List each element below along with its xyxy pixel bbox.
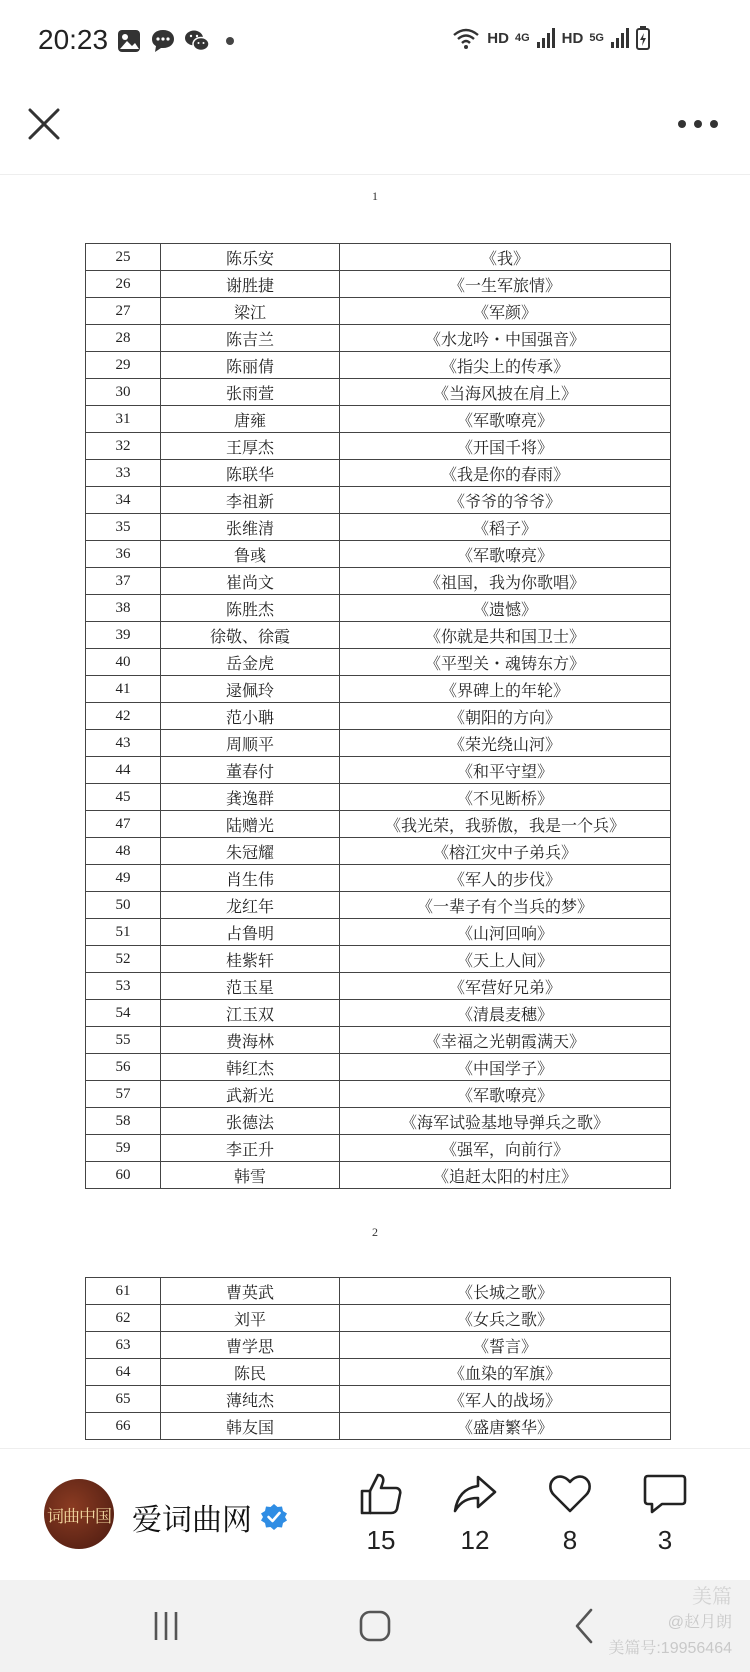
author-name-cell: 逯佩玲 <box>161 676 340 703</box>
work-title-cell: 《强军，向前行》 <box>340 1135 671 1162</box>
author-name-cell: 曹英武 <box>161 1278 340 1305</box>
row-number: 45 <box>86 784 161 811</box>
table-row <box>86 730 671 757</box>
row-number: 25 <box>86 244 161 271</box>
row-number: 48 <box>86 838 161 865</box>
row-number: 36 <box>86 541 161 568</box>
work-title-cell: 《军人的步伐》 <box>340 865 671 892</box>
author-name-cell: 岳金虎 <box>161 649 340 676</box>
author-name-cell: 范玉星 <box>161 973 340 1000</box>
network-4g-label: 4G <box>514 32 530 44</box>
row-number: 34 <box>86 487 161 514</box>
work-title-cell: 《和平守望》 <box>340 757 671 784</box>
table-row <box>86 1027 671 1054</box>
work-title-cell: 《幸福之光朝霞满天》 <box>340 1027 671 1054</box>
row-number: 38 <box>86 595 161 622</box>
work-title-cell: 《军歌嘹亮》 <box>340 541 671 568</box>
work-title-cell: 《天上人间》 <box>340 946 671 973</box>
comment-icon <box>642 1471 688 1517</box>
row-number: 42 <box>86 703 161 730</box>
author-name-cell: 周顺平 <box>161 730 340 757</box>
row-number: 28 <box>86 325 161 352</box>
table-row <box>86 487 671 514</box>
author-name-cell: 陈民 <box>161 1359 340 1386</box>
work-title-cell: 《榕江灾中子弟兵》 <box>340 838 671 865</box>
table-row <box>86 406 671 433</box>
author-name-cell: 张雨萱 <box>161 379 340 406</box>
message-icon <box>150 28 176 54</box>
work-title-cell: 《山河回响》 <box>340 919 671 946</box>
comment-button[interactable] <box>630 1471 700 1556</box>
watermark-user: @赵月朗 <box>667 1614 732 1631</box>
author-name-cell: 徐敬、徐霞 <box>161 622 340 649</box>
row-number: 59 <box>86 1135 161 1162</box>
table-row <box>86 379 671 406</box>
author-name-cell: 唐雍 <box>161 406 340 433</box>
work-title-cell: 《军歌嘹亮》 <box>340 406 671 433</box>
author-name-cell: 陈乐安 <box>161 244 340 271</box>
author-name-cell: 陈联华 <box>161 460 340 487</box>
author-name-cell: 韩红杰 <box>161 1054 340 1081</box>
row-number: 41 <box>86 676 161 703</box>
watermark-brand: 美篇 <box>692 1586 732 1608</box>
author-name-cell: 谢胜捷 <box>161 271 340 298</box>
author-name-cell: 王厚杰 <box>161 433 340 460</box>
author-name-cell: 范小聃 <box>161 703 340 730</box>
wifi-icon <box>451 26 481 50</box>
table-row <box>86 1054 671 1081</box>
work-title-cell: 《海军试验基地导弹兵之歌》 <box>340 1108 671 1135</box>
share-count: 12 <box>460 1525 490 1555</box>
table-row <box>86 1413 671 1440</box>
work-title-cell: 《我光荣，我骄傲，我是一个兵》 <box>340 811 671 838</box>
notification-icons <box>116 28 234 54</box>
table-row <box>86 325 671 352</box>
work-title-cell: 《誓言》 <box>340 1332 671 1359</box>
share-icon <box>452 1471 498 1517</box>
table-row <box>86 703 671 730</box>
author-name-cell: 刘平 <box>161 1305 340 1332</box>
share-button[interactable] <box>440 1471 510 1556</box>
row-number: 60 <box>86 1162 161 1189</box>
work-title-cell: 《遗憾》 <box>340 595 671 622</box>
page-number-2: 2 <box>372 1225 378 1239</box>
like-count: 15 <box>366 1525 396 1555</box>
back-icon[interactable] <box>555 1604 615 1648</box>
row-number: 62 <box>86 1305 161 1332</box>
row-number: 58 <box>86 1108 161 1135</box>
author-name-cell: 李祖新 <box>161 487 340 514</box>
recent-apps-icon[interactable] <box>136 1604 196 1648</box>
battery-icon <box>636 26 650 50</box>
table-row <box>86 649 671 676</box>
table-row <box>86 460 671 487</box>
row-number: 40 <box>86 649 161 676</box>
home-icon[interactable] <box>345 1604 405 1648</box>
author-name-cell: 梁江 <box>161 298 340 325</box>
row-number: 51 <box>86 919 161 946</box>
row-number: 29 <box>86 352 161 379</box>
table-row <box>86 676 671 703</box>
table-row <box>86 1108 671 1135</box>
gallery-icon <box>116 28 142 54</box>
author-name-cell: 武新光 <box>161 1081 340 1108</box>
author-name-cell: 李正升 <box>161 1135 340 1162</box>
table-row <box>86 1359 671 1386</box>
author-name-cell: 肖生伟 <box>161 865 340 892</box>
row-number: 57 <box>86 1081 161 1108</box>
heart-icon <box>547 1471 593 1517</box>
work-title-cell: 《水龙吟・中国强音》 <box>340 325 671 352</box>
row-number: 26 <box>86 271 161 298</box>
author-name-cell: 董春付 <box>161 757 340 784</box>
table-row <box>86 352 671 379</box>
signal-icon-2 <box>610 27 630 49</box>
row-number: 32 <box>86 433 161 460</box>
work-title-cell: 《荣光绕山河》 <box>340 730 671 757</box>
work-title-cell: 《追赶太阳的村庄》 <box>340 1162 671 1189</box>
work-title-cell: 《盛唐繁华》 <box>340 1413 671 1440</box>
table-row <box>86 919 671 946</box>
row-number: 61 <box>86 1278 161 1305</box>
page-number-1: 1 <box>372 189 378 203</box>
status-bar <box>0 0 750 84</box>
author-name-cell: 陈胜杰 <box>161 595 340 622</box>
status-time: 20:23 <box>38 24 109 55</box>
work-title-cell: 《军人的战场》 <box>340 1386 671 1413</box>
work-title-cell: 《一生军旅情》 <box>340 271 671 298</box>
author-name-cell: 张德法 <box>161 1108 340 1135</box>
table-row <box>86 811 671 838</box>
comment-count: 3 <box>657 1525 673 1555</box>
work-title-cell: 《界碑上的年轮》 <box>340 676 671 703</box>
table-row <box>86 757 671 784</box>
author-info[interactable] <box>132 1495 288 1539</box>
table-row <box>86 1162 671 1189</box>
author-avatar[interactable]: 词曲中国 <box>44 1479 114 1549</box>
network-5g-label: 5G <box>589 32 604 44</box>
bottom-action-bar <box>0 1448 750 1581</box>
row-number: 64 <box>86 1359 161 1386</box>
author-name-cell: 陈丽倩 <box>161 352 340 379</box>
system-indicators <box>451 26 650 50</box>
table-row <box>86 595 671 622</box>
like-button[interactable] <box>346 1471 416 1556</box>
table-row <box>86 1278 671 1305</box>
row-number: 63 <box>86 1332 161 1359</box>
row-number: 55 <box>86 1027 161 1054</box>
row-number: 53 <box>86 973 161 1000</box>
favorite-button[interactable] <box>535 1471 605 1556</box>
table-row <box>86 271 671 298</box>
wechat-icon <box>184 28 210 54</box>
author-name-cell: 陈吉兰 <box>161 325 340 352</box>
author-name-cell: 韩雪 <box>161 1162 340 1189</box>
document-image <box>0 175 750 1447</box>
author-name-cell: 朱冠耀 <box>161 838 340 865</box>
author-name-cell: 崔尚文 <box>161 568 340 595</box>
row-number: 47 <box>86 811 161 838</box>
table-row <box>86 1386 671 1413</box>
table-row <box>86 622 671 649</box>
work-title-cell: 《军歌嘹亮》 <box>340 1081 671 1108</box>
table-row <box>86 892 671 919</box>
author-name-cell: 薄纯杰 <box>161 1386 340 1413</box>
table-row <box>86 244 671 271</box>
hd-label-1: HD <box>487 29 509 47</box>
author-name-cell: 桂紫轩 <box>161 946 340 973</box>
work-title-cell: 《我》 <box>340 244 671 271</box>
more-options-icon[interactable] <box>676 114 720 134</box>
work-title-cell: 《清晨麦穗》 <box>340 1000 671 1027</box>
row-number: 39 <box>86 622 161 649</box>
row-number: 35 <box>86 514 161 541</box>
row-number: 33 <box>86 460 161 487</box>
author-name-cell: 费海林 <box>161 1027 340 1054</box>
author-name-cell: 龙红年 <box>161 892 340 919</box>
work-title-cell: 《稻子》 <box>340 514 671 541</box>
row-number: 43 <box>86 730 161 757</box>
work-title-cell: 《女兵之歌》 <box>340 1305 671 1332</box>
hd-label-2: HD <box>561 29 584 47</box>
row-number: 31 <box>86 406 161 433</box>
table-row <box>86 433 671 460</box>
list-table-1 <box>85 243 671 1189</box>
close-icon[interactable] <box>24 104 64 144</box>
row-number: 27 <box>86 298 161 325</box>
row-number: 56 <box>86 1054 161 1081</box>
work-title-cell: 《开国千将》 <box>340 433 671 460</box>
author-name-cell: 占鲁明 <box>161 919 340 946</box>
row-number: 65 <box>86 1386 161 1413</box>
table-row <box>86 973 671 1000</box>
author-name-cell: 韩友国 <box>161 1413 340 1440</box>
author-name-cell: 陆赠光 <box>161 811 340 838</box>
author-name-cell: 江玉双 <box>161 1000 340 1027</box>
work-title-cell: 《军颜》 <box>340 298 671 325</box>
more-notifications-dot <box>226 37 234 45</box>
table-row <box>86 946 671 973</box>
list-table-2 <box>85 1277 671 1440</box>
row-number: 66 <box>86 1413 161 1440</box>
row-number: 52 <box>86 946 161 973</box>
work-title-cell: 《祖国，我为你歌唱》 <box>340 568 671 595</box>
row-number: 49 <box>86 865 161 892</box>
work-title-cell: 《不见断桥》 <box>340 784 671 811</box>
table-row <box>86 298 671 325</box>
table-row <box>86 865 671 892</box>
author-name: 爱词曲网 <box>132 1504 252 1537</box>
author-name-cell: 张维清 <box>161 514 340 541</box>
table-row <box>86 1305 671 1332</box>
watermark-id: 美篇号:19956464 <box>608 1640 732 1657</box>
row-number: 44 <box>86 757 161 784</box>
table-row <box>86 1000 671 1027</box>
row-number: 30 <box>86 379 161 406</box>
work-title-cell: 《军营好兄弟》 <box>340 973 671 1000</box>
work-title-cell: 《你就是共和国卫士》 <box>340 622 671 649</box>
verified-badge-icon <box>260 1503 288 1531</box>
table-row <box>86 1081 671 1108</box>
work-title-cell: 《指尖上的传承》 <box>340 352 671 379</box>
author-name-cell: 曹学思 <box>161 1332 340 1359</box>
work-title-cell: 《我是你的春雨》 <box>340 460 671 487</box>
table-row <box>86 1135 671 1162</box>
thumbs-up-icon <box>358 1471 404 1517</box>
work-title-cell: 《中国学子》 <box>340 1054 671 1081</box>
favorite-count: 8 <box>562 1525 578 1555</box>
author-name-cell: 龚逸群 <box>161 784 340 811</box>
table-row <box>86 1332 671 1359</box>
author-name-cell: 鲁彧 <box>161 541 340 568</box>
work-title-cell: 《当海风披在肩上》 <box>340 379 671 406</box>
signal-icon-1 <box>536 27 556 49</box>
row-number: 54 <box>86 1000 161 1027</box>
row-number: 50 <box>86 892 161 919</box>
table-row <box>86 784 671 811</box>
work-title-cell: 《一辈子有个当兵的梦》 <box>340 892 671 919</box>
row-number: 37 <box>86 568 161 595</box>
work-title-cell: 《平型关・魂铸东方》 <box>340 649 671 676</box>
meipian-watermark <box>608 1584 732 1662</box>
table-row <box>86 568 671 595</box>
top-bar <box>0 84 750 175</box>
table-row <box>86 838 671 865</box>
work-title-cell: 《长城之歌》 <box>340 1278 671 1305</box>
table-row <box>86 541 671 568</box>
work-title-cell: 《血染的军旗》 <box>340 1359 671 1386</box>
table-row <box>86 514 671 541</box>
work-title-cell: 《爷爷的爷爷》 <box>340 487 671 514</box>
work-title-cell: 《朝阳的方向》 <box>340 703 671 730</box>
